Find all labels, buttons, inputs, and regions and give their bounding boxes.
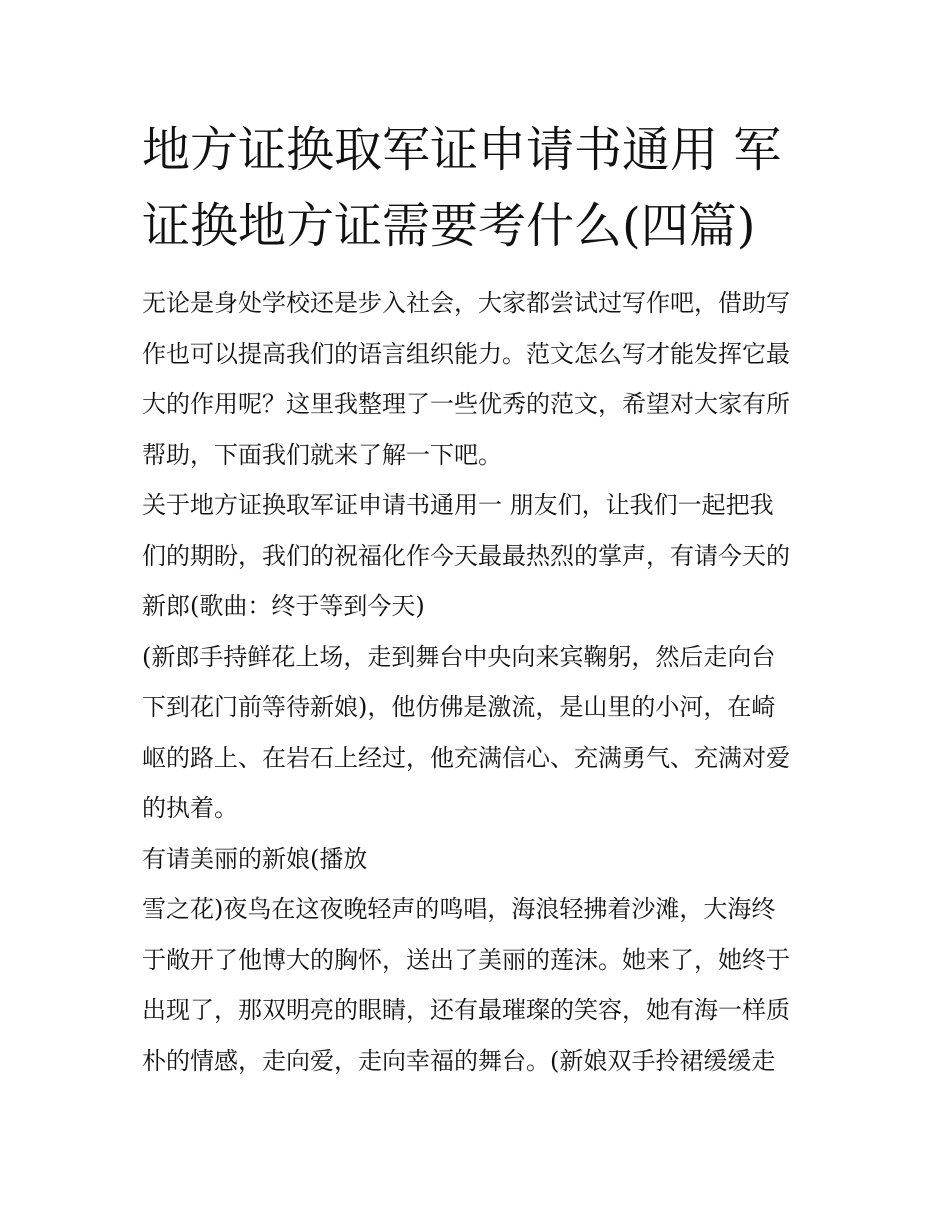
paragraph-bride-entrance [142, 884, 814, 1086]
title-line: 地方证换取军证申请书通用 军 [142, 122, 782, 178]
paragraph-groom-entrance [142, 632, 814, 834]
text-line: 出现了，那双明亮的眼睛，还有最璀璨的笑容，她有海一样质 [142, 996, 790, 1024]
text-line: 们的期盼，我们的祝福化作今天最最热烈的掌声，有请今天的 [142, 541, 790, 570]
text-line: 于敞开了他博大的胸怀，送出了美丽的莲沫。她来了，她终于 [142, 945, 790, 974]
text-line: (新郎手持鲜花上场，走到舞台中央向来宾鞠躬，然后走向台 [142, 642, 776, 671]
text-line: 帮助，下面我们就来了解一下吧。 [142, 440, 502, 469]
title-line: 证换地方证需要考什么(四篇) [142, 198, 756, 254]
text-line: 新郎(歌曲：终于等到今天) [142, 592, 425, 620]
document-body [142, 112, 814, 1086]
text-line: 作也可以提高我们的语言组织能力。范文怎么写才能发挥它最 [142, 339, 790, 368]
paragraph-bride-intro [142, 834, 814, 885]
text-line: 下到花门前等待新娘)，他仿佛是激流，是山里的小河，在崎 [142, 693, 776, 721]
text-line: 关于地方证换取军证申请书通用一 朋友们，让我们一起把我 [142, 491, 774, 519]
paragraph-intro [142, 278, 814, 480]
document-title [142, 112, 814, 264]
text-line: 无论是身处学校还是步入社会，大家都尝试过写作吧，借助写 [142, 289, 790, 317]
paragraph-section-one [142, 480, 814, 632]
text-line: 岖的路上、在岩石上经过，他充满信心、充满勇气、充满对爱 [142, 743, 790, 772]
text-line: 雪之花)夜鸟在这夜晚轻声的鸣唱，海浪轻拂着沙滩，大海终 [142, 895, 776, 923]
text-line: 有请美丽的新娘(播放 [142, 844, 368, 873]
text-line: 朴的情感，走向爱，走向幸福的舞台。(新娘双手拎裙缓缓走 [142, 1046, 776, 1075]
text-line: 的执着。 [142, 794, 238, 822]
text-line: 大的作用呢？这里我整理了一些优秀的范文，希望对大家有所 [142, 390, 790, 418]
